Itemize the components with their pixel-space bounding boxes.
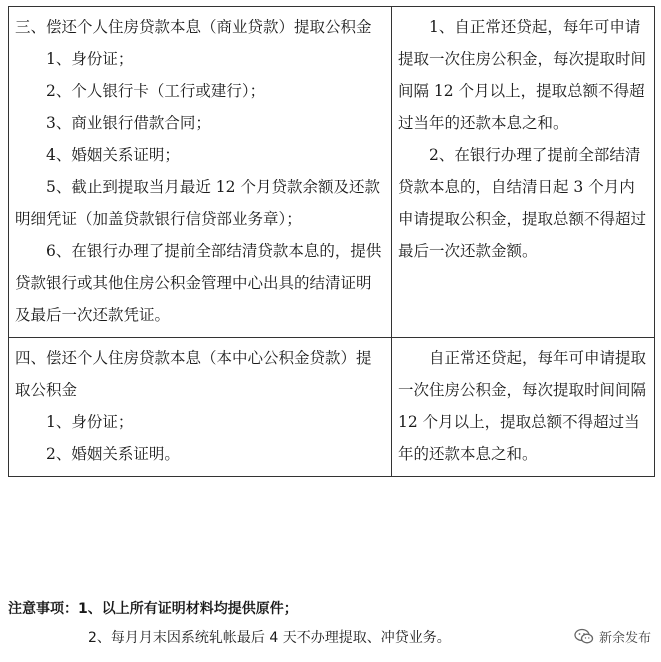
row1-item: 5、截止到提取当月最近 12 个月贷款余额及还款明细凭证（加盖贷款银行信贷部业务章）； <box>15 178 380 228</box>
row2-title: 四、偿还个人住房贷款本息（本中心公积金贷款）提取公积金 <box>15 349 372 399</box>
notes-section <box>8 595 653 653</box>
row2-item: 1、身份证； <box>46 413 134 431</box>
row2-condition: 自正常还贷起，每年可申请提取一次住房公积金，每次提取时间间隔 12 个月以上，提取总额不得超过当年的还款本息之和。 <box>398 349 647 463</box>
row1-title: 三、偿还个人住房贷款本息（商业贷款）提取公积金 <box>15 18 372 36</box>
requirements-table <box>8 6 650 477</box>
table-row <box>9 7 655 338</box>
row2-materials-cell <box>9 338 392 477</box>
row1-item: 1、身份证； <box>46 50 134 68</box>
table <box>8 6 655 477</box>
row1-conditions-cell <box>392 7 655 338</box>
notes-line-1: 注意事项：1、以上所有证明材料均提供原件； <box>8 601 298 617</box>
row1-condition: 1、自正常还贷起，每年可申请提取一次住房公积金，每次提取时间间隔 12 个月以上，提取总额不得超过当年的还款本息之和。 <box>398 18 647 132</box>
row2-item: 2、婚姻关系证明。 <box>46 445 180 463</box>
watermark <box>574 627 651 646</box>
row1-materials-cell <box>9 7 392 338</box>
wechat-icon <box>574 628 594 645</box>
row1-condition: 2、在银行办理了提前全部结清贷款本息的，自结清日起 3 个月内申请提取公积金，提取总额不得超过最后一次还款金额。 <box>398 146 647 260</box>
row1-item: 2、个人银行卡（工行或建行）； <box>46 82 266 100</box>
row1-item: 6、在银行办理了提前全部结清贷款本息的，提供贷款银行或其他住房公积金管理中心出具的结清证明及最后一次还款凭证。 <box>15 242 382 324</box>
row1-item: 3、商业银行借款合同； <box>46 114 211 132</box>
notes-line-2: 2、每月月末因系统轧帐最后 4 天不办理提取、冲贷业务。 <box>88 630 451 646</box>
watermark-text: 新余发布 <box>598 631 651 646</box>
table-row <box>9 338 655 477</box>
row1-item: 4、婚姻关系证明； <box>46 146 180 164</box>
row2-conditions-cell <box>392 338 655 477</box>
